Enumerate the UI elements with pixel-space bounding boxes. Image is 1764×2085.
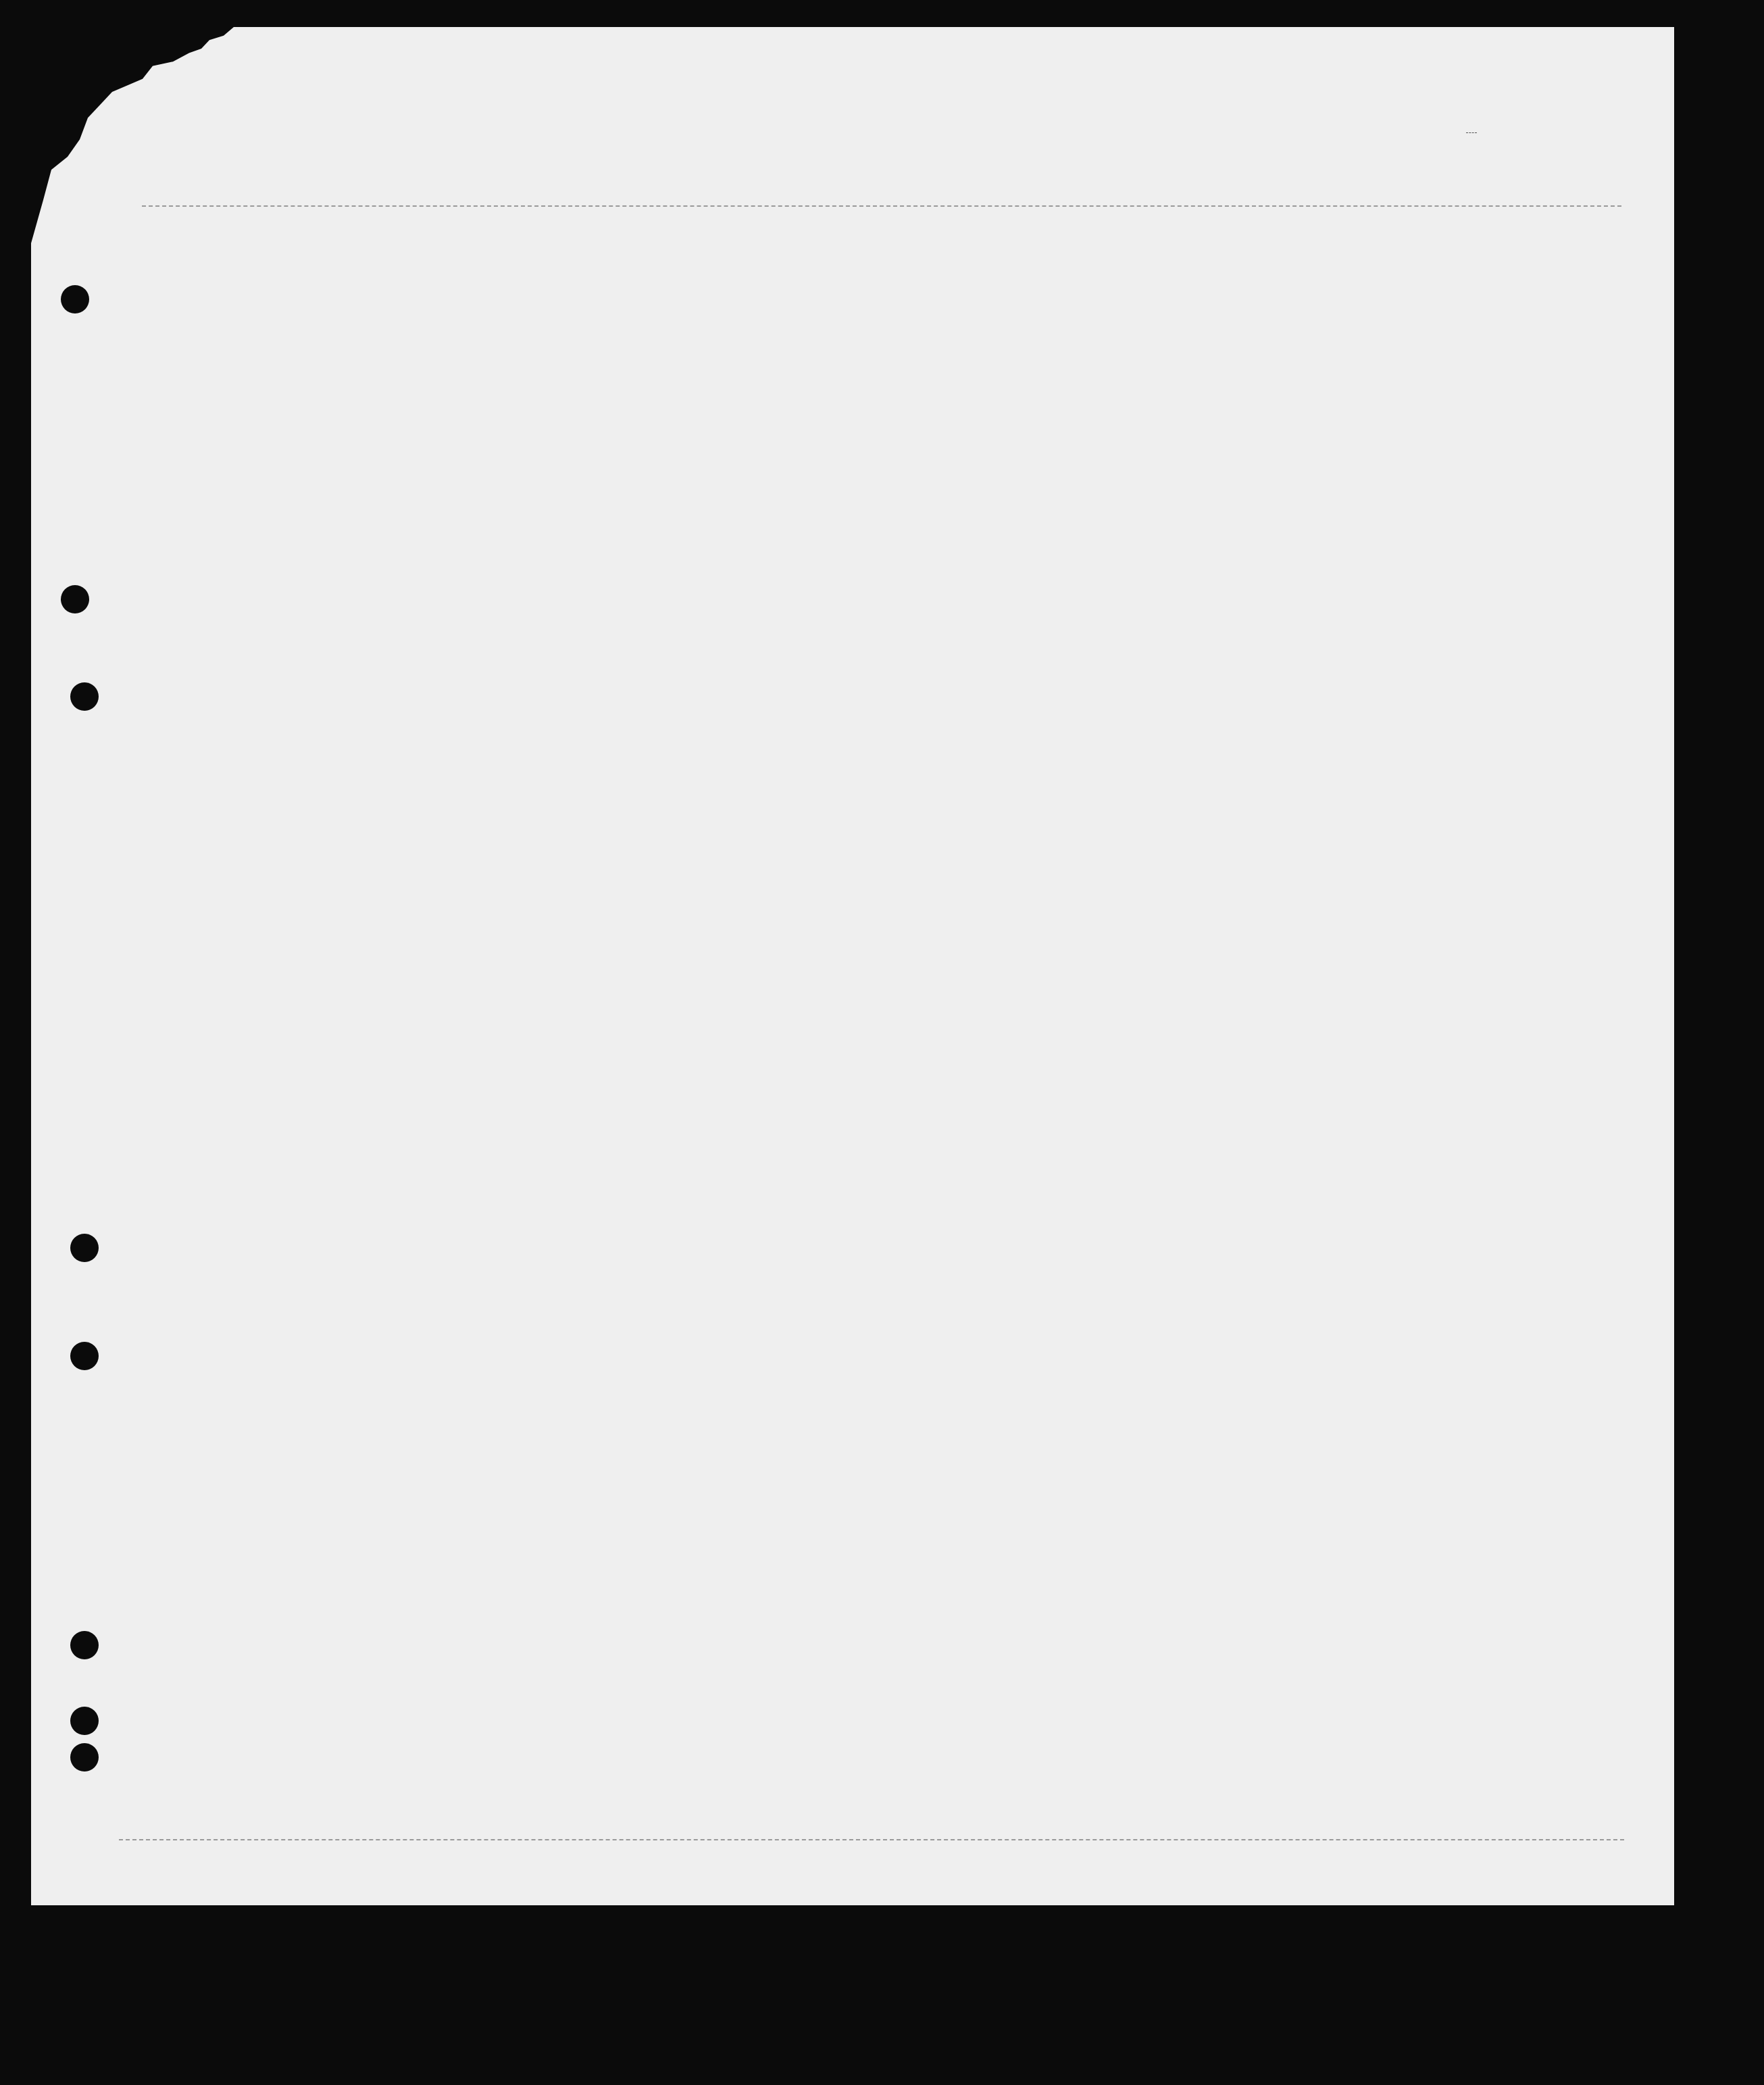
- manifest-sheet: [31, 27, 1674, 1905]
- punch-hole: [70, 682, 99, 711]
- footer-line: [88, 1824, 97, 1841]
- sheet-number: [1466, 116, 1477, 132]
- punch-hole: [70, 1743, 99, 1772]
- col-position-header: [608, 222, 736, 246]
- col-medicine-header: [1100, 222, 1193, 224]
- vessel-underline: [142, 205, 1621, 207]
- col-name-header: [120, 222, 512, 228]
- punch-hole: [61, 285, 89, 313]
- col-remarks-header: [1307, 222, 1463, 231]
- punch-hole: [70, 1342, 99, 1370]
- col-action-header: [1465, 222, 1621, 231]
- col-no-header: [81, 222, 122, 249]
- punch-hole: [70, 1631, 99, 1659]
- punch-hole: [70, 1234, 99, 1262]
- punch-hole: [70, 1707, 99, 1735]
- col-shipped-header: [739, 222, 927, 227]
- col-country-header: [988, 222, 1099, 227]
- col-discharge-header: [928, 222, 986, 227]
- col-serial-header: [1194, 222, 1305, 224]
- punch-hole: [61, 585, 89, 613]
- footer-underline: [119, 1839, 1624, 1840]
- sheet-value: [1466, 116, 1477, 133]
- col-npe-header: [513, 222, 608, 272]
- footer-officer: [1255, 1824, 1265, 1852]
